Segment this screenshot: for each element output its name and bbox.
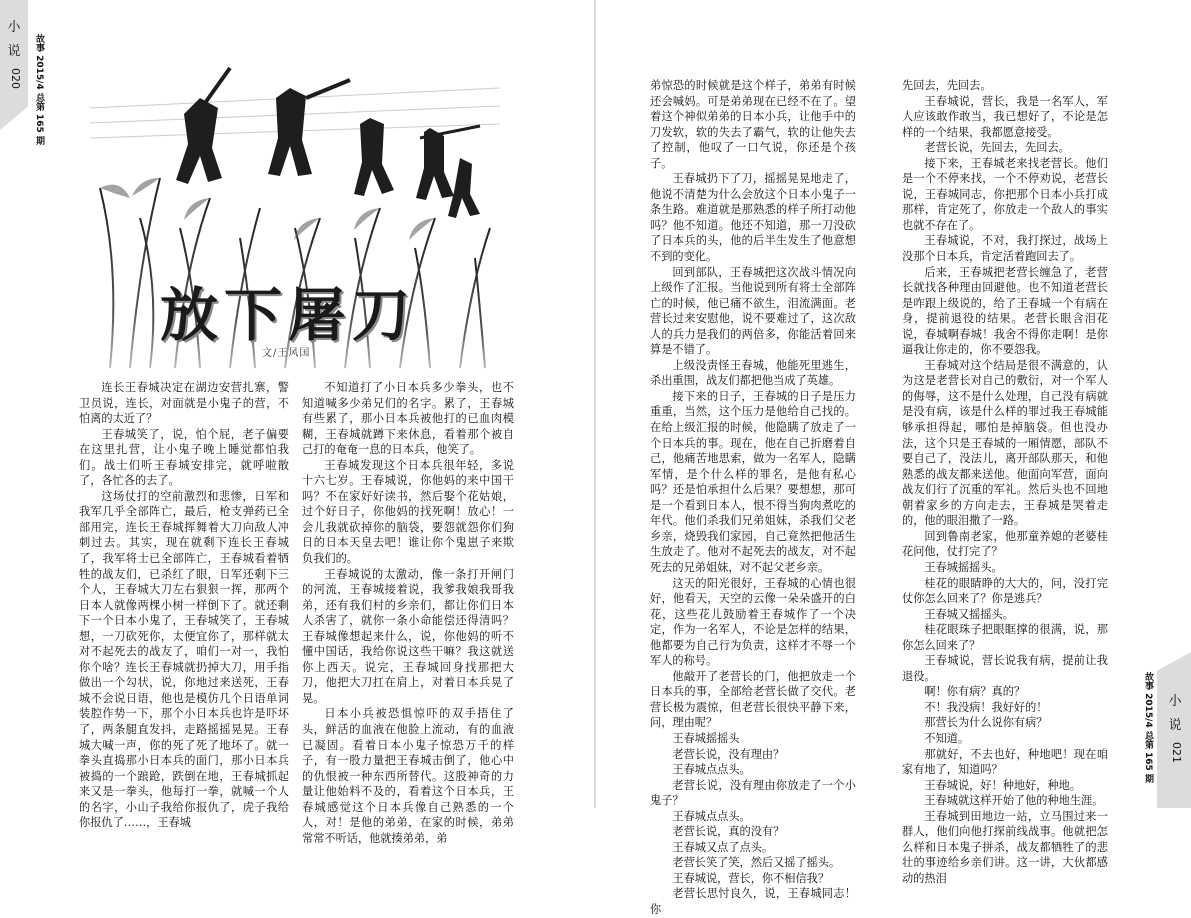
paragraph: 那就好，不去也好，种地吧！现在咱家有地了，知道吗？ [902,747,1108,777]
paragraph: 那营长为什么说你有病？ [924,716,1048,730]
right-column-2 [902,78,1108,886]
paragraph: 老营长说，没有理由你放走了一个小鬼子？ [650,778,856,808]
paragraph: 老营长说，没有理由？ [672,747,785,761]
paragraph: 王春城说，不对，我打探过，战场上没那个日本兵，肯定活着跑回去了。 [902,234,1108,264]
section-label-right [1165,690,1185,763]
paragraph: 王春城又摇摇头。 [924,607,1014,621]
paragraph: 王春城又点了点头。 [672,840,774,854]
paragraph: 王春城点点头。 [672,809,751,823]
paragraph: 王春城说，营长，你不相信我？ [672,871,830,885]
issue-info-right: 故事 2015/4 总第 165 期 [1143,672,1153,783]
paragraph: 先回去，先回去。 [902,79,992,92]
paragraph: 弟惊恐的时候就是这个样子，弟弟有时候还会喊妈。可是弟弟现在已经不在了。望着这个神似弟弟的日本小兵，让他手中的刀发软，软的失去了霸气，软的让他失去了控制，他叹了一口气说，你还是个孩子。 [650,79,856,170]
paragraph: 回到鲁南老家，他那童养媳的老婆桂花问他，仗打完了？ [902,529,1108,559]
paragraph: 桂花眼珠子把眼眶撑的很满，说，那你怎么回来了？ [902,623,1108,652]
page-number-right: 021 [1170,742,1183,763]
paragraph: 连长王春城决定在湖边安营扎寨，警卫员说，连长，对面就是小鬼子的营，不怕离的太近了？ [79,381,289,426]
paragraph: 王春城点点头。 [672,763,751,777]
paragraph: 老营长笑了笑，然后又摇了摇头。 [672,856,841,870]
paragraph: 接下来，王春城老来找老营长。他们是一个不停来找，一个不停劝说，老营长说，王春城同志，你把那个日本小兵打成那样，肯定死了，你放走一个敌人的事实也就不存在了。 [902,156,1108,232]
paragraph: 桂花的眼睛睁的大大的，问，没打完仗你怎么回来了？你是逃兵？ [902,576,1108,606]
section-label-text: 小 说 [7,20,21,59]
paragraph: 啊！你有病？真的？ [924,685,1026,699]
paragraph: 王春城摇摇头。 [924,560,1003,574]
right-page [596,0,1191,916]
paragraph: 王春城发现这个日本兵很年轻，多说十六七岁。王春城说，你他妈的来中国干吗？不在家好好读书，然后娶个花姑娘，过个好日子，你他妈的找死啊！放心！一会儿我就砍掉你的脑袋，要怨就怨你们狗日的日本天皇去吧！谁让你个鬼崽子来欺负我们的。 [302,458,514,566]
left-column-2 [302,380,514,846]
paragraph: 老营长思忖良久，说，王春城同志！你 [650,887,856,916]
paragraph: 接下来的日子，王春城的日子是压力重重，当然，这个压力是他给自己找的。在给上级汇报的时候，他隐瞒了放走了一个日本兵的事。现在，他在自己折磨着自己，他痛苦地思索，做为一名军人，隐瞒军情，是个什么样的罪名，是他有私心吗？还是怕承担什么后果？要想想，那可是一个看到日本人，恨不得当狗肉煮吃的年代。他们杀我们兄弟姐妹，杀我们父老乡亲，烧毁我们家园，自己竟然把他活生生放走了。他对不起死去的战友，对不起死去的兄弟姐妹，对不起父老乡亲。 [650,389,856,574]
byline: 文/王风国 [262,348,311,359]
paragraph: 王春城说的太激动，像一条打开闸门的河流，王春城接着说，我爹我娘我哥我弟，还有我们村的乡亲们，都让你们日本人杀害了，就你一条小命能偿还得清吗？王春城像想起来什么，说，你他妈的听不懂中国话，我给你说这些干嘛？我这就送你上西天。说完，王春城回身找那把大刀，他把大刀扛在肩上，对着日本兵晃了晃。 [302,567,514,705]
paragraph: 上级没责怪王春城，他能死里逃生，杀出重围，战友们都把他当成了英雄。 [650,358,856,388]
paragraph: 王春城说，营长说我有病，提前让我退役。 [902,654,1108,683]
article-title: 放下屠刀 [160,281,417,349]
paragraph: 日本小兵被恐惧惊吓的双手捂住了头，鲜活的血液在他脸上流动，有的血液已凝固。看着日本小鬼子惊恐万千的样子，有一股力量把王春城击倒了，他心中的仇恨被一种东西所替代。这股神奇的力量让他始料不及的，看着这个日本兵，王春城感觉这个日本兵像自己熟悉的一个人，对！是他的弟弟，在家的时候，弟弟常常不听话，他就揍弟弟，弟 [302,707,514,845]
section-label [4,16,24,89]
paragraph: 他敲开了老营长的门，他把放走一个日本兵的事，全部给老营长做了交代。老营长极为震惊，但老营长很快平静下来，问，理由呢？ [650,669,856,730]
paragraph: 回到部队，王春城把这次战斗情况向上级作了汇报。当他说到所有将士全部阵亡的时候，他已痛不欲生，泪流满面。老营长过来安慰他，说不要难过了，这次敌人的兵力是我们的两倍多，你能活着回来算是不错了。 [650,265,856,357]
paragraph: 王春城到田地边一站，立马围过来一群人，他们向他打探前线战事。他就把怎么样和日本鬼子拼杀，战友都牺牲了的悲壮的事迹给乡亲们讲。这一讲，大伙都感动的热泪 [902,809,1108,885]
paragraph: 王春城摇摇头 [672,731,740,745]
paragraph: 王春城扔下了刀，摇摇晃晃地走了，他说不清楚为什么会放这个日本小鬼子一条生路。难道就是那熟悉的样子所打动他吗？他不知道。他还不知道，那一刀没砍了日本兵的头，他的后半生发生了他意想不到的变化。 [650,172,856,264]
left-column-1 [79,380,289,831]
page-number: 020 [9,68,22,89]
paragraph: 老营长说，先回去，先回去。 [924,141,1070,155]
paragraph: 不！我没病！我好好的！ [924,700,1048,714]
paragraph: 这天的阳光很好，王春城的心情也很好，他看天，天空的云像一朵朵盛开的白花，这些花儿鼓励着王春城作了一个决定，作为一名军人，不论是怎样的结果，他都要为自己行为负责，这样才不辱一个军人的称号。 [650,576,856,668]
paragraph: 王春城说，营长，我是一名军人，军人应该敢作敢当，我已想好了，不论是怎样的一个结果，我都愿意接受。 [902,94,1108,139]
paragraph: 王春城就这样开始了他的种地生涯。 [924,794,1104,808]
paragraph: 王春城对这个结局是很不满意的，认为这是老营长对自己的敷衍，对一个军人的侮辱，这不是什么处理，自己没有病就是没有病，该是什么样的罪过我王春城能够承担得起，哪怕是掉脑袋。但也没办法，这个只是王春城的一厢情愿，部队不要自己了，没法儿，离开部队那天，和他熟悉的战友都来送他。他面向军营，面向战友们行了沉重的军礼。然后头也不回地朝着家乡的方向走去，王春城是哭着走的，他的眼泪撒了一路。 [902,358,1108,528]
right-column-1 [650,78,856,918]
paragraph: 王春城笑了，说，怕个屁，老子偏要在这里扎营，让小鬼子晚上睡觉都怕我们。战士们听王春城安排完，就呼啦散了，各忙各的去了。 [79,427,289,488]
issue-info: 故事 2015/4 总第 165 期 [34,34,44,145]
paragraph: 后来，王春城把老营长缠急了，老营长就找各种理由回避他。也不知道老营长是咋跟上级说的，给了王春城一个有病在身，提前退役的结果。老营长眼含泪花说，春城啊春城！我舍不得你走啊！是你逼我让你走的，你不要怨我。 [902,265,1108,357]
paragraph: 不知道打了小日本兵多少拳头，也不知道喊多少弟兄们的名字。累了，王春城有些累了，那小日本兵被他打的已血肉模糊，王春城就蹲下来休息，看着那个被自己打的奄奄一息的日本兵，他笑了。 [302,381,514,457]
paragraph: 这场仗打的空前激烈和悲惨，日军和我军几乎全部阵亡，最后，枪支弹药已全部用完，连长王春城挥舞着大刀向敌人冲刺过去。其实，现在就剩下连长王春城了，我军将士已全部阵亡，王春城看着牺牲的战友们，已杀红了眼，日军还剩下三个人，王春城大刀左右狠狠一挥，那两个日本人就像两棵小树一样倒下了。就还剩下一个日本小鬼了，王春城笑了，王春城想，一刀砍死你，太便宜你了，那样就太对不起死去的战友了，咱们一对一，我怕你个啥？连长王春城就扔掉大刀，用手指做出一个勾状，说，你地过来送死，王春城不会说日语，他也是模仿几个日语单词装腔作势一下，那个小日本兵也许是吓坏了，两条腿直发抖，走路摇摇晃晃。王春城大喊一声，你的死了死了地坏了。就一拳头直捣那小日本兵的面门，那小日本兵被捣的一个踉跄，跌倒在地，王春城抓起来又是一拳头，他每打一拳，就喊一个人的名字，小山子我给你报仇了，虎子我给你报仇了……，王春城 [79,489,289,830]
section-label-text-right: 小 说 [1168,694,1182,733]
paragraph: 不知道。 [924,731,970,745]
left-page [0,0,595,845]
paragraph: 老营长说，真的没有？ [672,825,785,839]
paragraph: 王春城说，好！种地好，种地。 [924,778,1082,792]
